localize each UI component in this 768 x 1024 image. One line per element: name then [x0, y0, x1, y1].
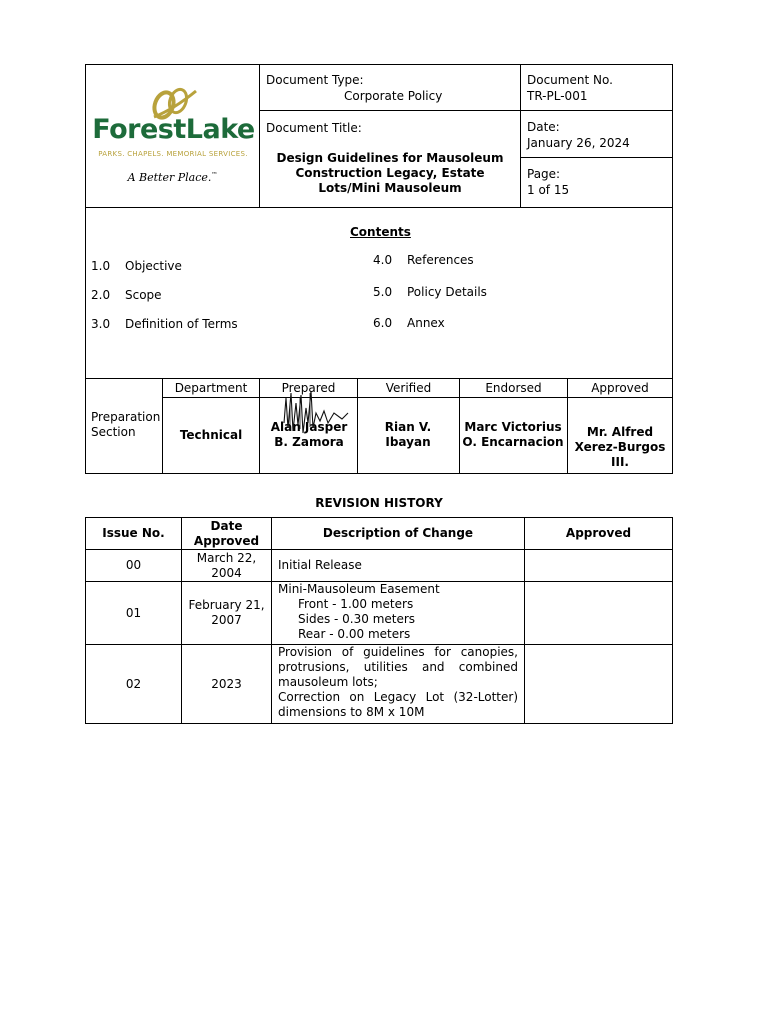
- header-divider: [259, 110, 673, 111]
- table-row-description: Mini-Mausoleum Easement Front - 1.00 meters Sides - 0.30 meters Rear - 0.00 meters: [278, 582, 440, 641]
- prep-header-prepared: Prepared: [281, 380, 336, 395]
- revision-header-approved: Approved: [565, 526, 632, 540]
- date-value: January 26, 2024: [527, 136, 630, 150]
- table-row-issue: 00: [125, 558, 142, 572]
- table-row-date: February 21, 2007: [188, 598, 265, 627]
- contents-item: 6.0 Annex: [373, 316, 445, 330]
- revision-title: REVISION HISTORY: [315, 496, 443, 510]
- contents-item: 3.0 Definition of Terms: [91, 317, 238, 331]
- prep-header-department: Department: [174, 380, 248, 395]
- table-row-date: 2023: [211, 676, 242, 691]
- revision-header-date: Date Approved: [193, 518, 260, 548]
- logo-wordmark: ForestLake: [92, 114, 255, 145]
- table-row-issue: 02: [125, 676, 142, 691]
- date-label: Date:: [527, 120, 560, 134]
- prep-header-verified: Verified: [385, 380, 432, 395]
- prep-header-approved: Approved: [591, 380, 649, 395]
- table-row-description: Initial Release: [278, 558, 362, 572]
- table-row-description: Provision of guidelines for canopies, protrusions, utilities and combined mausoleum lots; Correction on Legacy Lot (32-Lotter) dimensions to 8M x 10M: [278, 645, 518, 719]
- table-row-date: March 22, 2004: [196, 550, 257, 580]
- prep-prepared: Alan Jasper B. Zamora: [270, 420, 348, 449]
- revision-header-description: Description of Change: [322, 526, 474, 540]
- table-row-approved: [525, 645, 672, 723]
- prep-endorsed: Marc Victorius O. Encarnacion: [462, 420, 564, 449]
- header-divider: [520, 157, 673, 158]
- prep-section-label: Preparation Section: [91, 410, 161, 439]
- doc-title-label: Document Title:: [266, 121, 362, 135]
- table-row-issue: 01: [125, 605, 142, 620]
- header-divider: [259, 64, 260, 208]
- doc-type-label: Document Type:: [266, 73, 364, 87]
- prep-approved: Mr. Alfred Xerez-Burgos III.: [574, 425, 666, 469]
- signature-icon: [276, 383, 356, 443]
- company-logo: [86, 65, 259, 207]
- table-row-approved: [525, 550, 672, 581]
- contents-item: 2.0 Scope: [91, 288, 162, 302]
- page-label: Page:: [527, 167, 561, 181]
- logo-services: PARKS. CHAPELS. MEMORIAL SERVICES.: [98, 150, 248, 158]
- prep-verified: Rian V. Ibayan: [384, 420, 432, 449]
- doc-no-value: TR-PL-001: [527, 89, 588, 103]
- revision-header-issue: Issue No.: [102, 526, 165, 540]
- table-row-approved: [525, 582, 672, 644]
- doc-title-value: Design Guidelines for Mausoleum Construction Legacy, Estate Lots/Mini Mausoleum: [276, 151, 504, 195]
- page-value: 1 of 15: [527, 183, 570, 197]
- contents-item: 4.0 References: [373, 253, 474, 267]
- doc-type-value: Corporate Policy: [344, 89, 443, 103]
- logo-tagline: A Better Place.™: [127, 171, 218, 184]
- doc-no-label: Document No.: [527, 73, 613, 87]
- prep-department: Technical: [179, 428, 243, 442]
- contents-heading: Contents: [350, 225, 411, 239]
- header-divider: [520, 64, 521, 208]
- contents-item: 1.0 Objective: [91, 259, 182, 273]
- prep-header-endorsed: Endorsed: [485, 380, 542, 395]
- contents-item: 5.0 Policy Details: [373, 285, 487, 299]
